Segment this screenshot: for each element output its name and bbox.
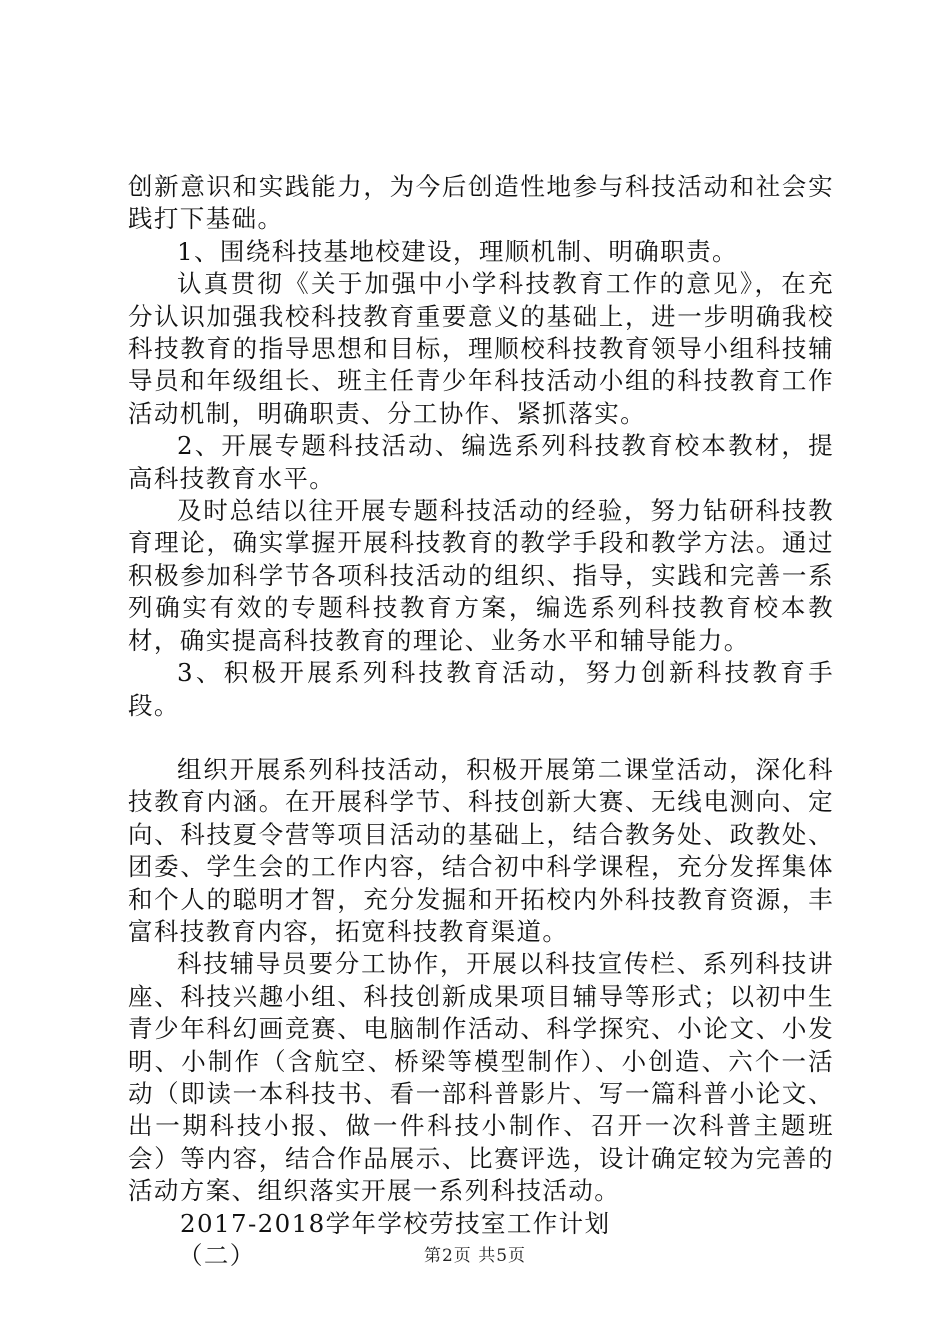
heading-item-1: 1、围绕科技基地校建设，理顺机制、明确职责。 xyxy=(177,236,738,266)
heading-item-3: 3、积极开展系列科技教育活动，努力创新科技教育手段。 xyxy=(128,658,834,720)
paragraph-item-3-detail: 科技辅导员要分工协作，开展以科技宣传栏、系列科技讲座、科技兴趣小组、科技创新成果项目辅导等形式；以初中生青少年科幻画竞赛、电脑制作活动、科学探究、小论文、小发明、小制作（含航空、桥梁等模型制作）、小创造、六个一活动（即读一本科技书、看一部科普影片、写一篇科普小论文、出一期科技小报、做一件科技小制作、召开一次科普主题班会）等内容，结合作品展示、比赛评选，设计确定较为完善的活动方案、组织落实开展一系列科技活动。 xyxy=(128,949,834,1206)
paragraph-item-1: 认真贯彻《关于加强中小学科技教育工作的意见》，在充分认识加强我校科技教育重要意义的基础上，进一步明确我校科技教育的指导思想和目标，理顺校科技教育领导小组科技辅导员和年级组长、班主任青少年科技活动小组的科技教育工作活动机制，明确职责、分工协作、紧抓落实。 xyxy=(128,269,834,428)
section-subtitle: （二） xyxy=(178,1241,256,1270)
paragraph-spacer xyxy=(128,722,834,754)
paragraph-item-2: 及时总结以往开展专题科技活动的经验，努力钻研科技教育理论，确实掌握开展科技教育的教学手段和教学方法。通过积极参加科学节各项科技活动的组织、指导，实践和完善一系列确实有效的专题科技教育方案，编选系列科技教育校本教材，确实提高科技教育的理论、业务水平和辅导能力。 xyxy=(128,496,834,655)
paragraph-intro: 创新意识和实践能力，为今后创造性地参与科技活动和社会实践打下基础。 xyxy=(128,172,834,234)
paragraph-item-3: 组织开展系列科技活动，积极开展第二课堂活动，深化科技教育内涵。在开展科学节、科技创新大赛、无线电测向、定向、科技夏令营等项目活动的基础上，结合教务处、政教处、团委、学生会的工作内容，结合初中科学课程，充分发挥集体和个人的聪明才智，充分发掘和开拓校内外科技教育资源，丰富科技教育内容，拓宽科技教育渠道。 xyxy=(128,754,834,946)
section-title: 2017-2018学年学校劳技室工作计划 xyxy=(180,1208,611,1238)
heading-item-2: 2、开展专题科技活动、编选系列科技教育校本教材，提高科技教育水平。 xyxy=(128,431,834,493)
page-number-footer: 第2页 共5页 xyxy=(423,1246,527,1266)
document-body xyxy=(128,171,834,1272)
